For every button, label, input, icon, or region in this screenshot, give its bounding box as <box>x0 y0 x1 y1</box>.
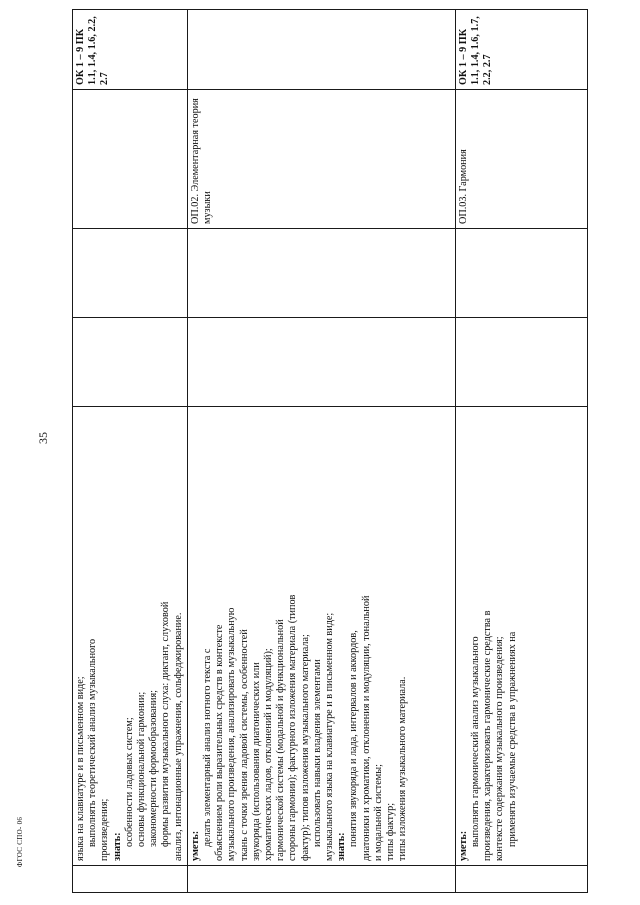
description-line: музыкального произведения, анализировать музыкальную <box>226 607 238 861</box>
table-cell-competencies: ОК 1 – 9 ПК 1.1, 1.4, 1.6, 2.2, 2.7 <box>73 10 188 90</box>
table-row <box>455 10 587 893</box>
description-line: фактур); типов изложения музыкального материала; <box>299 634 311 861</box>
table-cell-discipline: ОП.03. Гармония <box>455 90 587 229</box>
description-line: объяснением роли выразительных средств в контексте <box>214 624 226 861</box>
description-line: основы функциональной гармонии; <box>136 691 148 847</box>
section-heading: знать: <box>336 832 348 861</box>
section-heading: знать: <box>111 832 123 861</box>
table-cell-index <box>187 866 455 893</box>
description-line: типы фактур; <box>385 802 397 861</box>
table-cell-empty <box>73 318 188 407</box>
table-cell-discipline <box>73 90 188 229</box>
table-cell-description <box>187 407 455 866</box>
description-line: делать элементарный анализ нотного текста с <box>202 648 214 847</box>
table-cell-description <box>73 407 188 866</box>
table-cell-index <box>73 866 188 893</box>
description-line: звукоряда (использования диатонических или <box>250 662 262 861</box>
description-line: хроматических ладов, отклонений и модуляций); <box>263 648 275 861</box>
description-line: музыкального языка на клавиатуре и в письменном виде; <box>324 612 336 861</box>
table-cell-empty <box>187 229 455 318</box>
description-line: выполнять теоретический анализ музыкального <box>87 638 99 847</box>
section-heading: уметь: <box>189 830 201 861</box>
description-line: стороны гармонии); фактурного изложения материала (типов <box>287 594 299 861</box>
page-number: 35 <box>36 432 50 444</box>
description-line: ткань с точки зрения ладовой системы, особенностей <box>238 629 250 861</box>
table-cell-competencies <box>187 10 455 90</box>
table-cell-competencies: ОК 1 – 9 ПК 1.1, 1.4, 1.6, 1.7, 2.2, 2.7 <box>455 10 587 90</box>
description-line: понятия звукоряда и лада, интервалов и аккордов, <box>348 630 360 847</box>
footer-mark: ФГОС СПО- 06 <box>16 816 24 868</box>
description-line: анализ, интонационные упражнения, сольфеджирование. <box>172 612 184 861</box>
table-cell-empty <box>73 229 188 318</box>
table-cell-empty <box>455 229 587 318</box>
description-line: диатоники и хроматики, отклонения и модуляции, тональной <box>360 595 372 861</box>
description-line: формы развития музыкального слуха: диктант, слуховой <box>160 601 172 847</box>
description-line: типы изложения музыкального материала. <box>397 676 409 861</box>
section-heading: уметь: <box>457 830 469 861</box>
table-cell-discipline: ОП.02. Элементарная теория музыки <box>187 90 455 229</box>
table-row <box>73 10 188 893</box>
table-cell-description <box>455 407 587 866</box>
description-line: произведения, характеризовать гармонические средства в <box>482 610 494 861</box>
table-cell-empty <box>455 318 587 407</box>
standards-table <box>72 9 588 893</box>
description-line: языка на клавиатуре и в письменном виде; <box>75 676 86 861</box>
description-line: и модальной системы; <box>372 764 384 861</box>
standards-table-rotated <box>72 16 556 893</box>
description-line: выполнять гармонический анализ музыкального <box>470 636 482 847</box>
description-line: особенности ладовых систем; <box>123 717 135 847</box>
standards-table-frame <box>72 16 556 893</box>
description-line: гармонической системы (модальной и функциональной <box>275 619 287 861</box>
description-line: применять изучаемые средства в упражнениях на <box>506 631 518 847</box>
table-row <box>187 10 455 893</box>
description-line: произведения; <box>99 798 111 861</box>
description-line: контексте содержания музыкального произведения; <box>494 636 506 861</box>
description-line: использовать навыки владения элементами <box>311 659 323 847</box>
table-cell-empty <box>187 318 455 407</box>
table-cell-index <box>455 866 587 893</box>
description-line: закономерности формообразования; <box>148 690 160 847</box>
